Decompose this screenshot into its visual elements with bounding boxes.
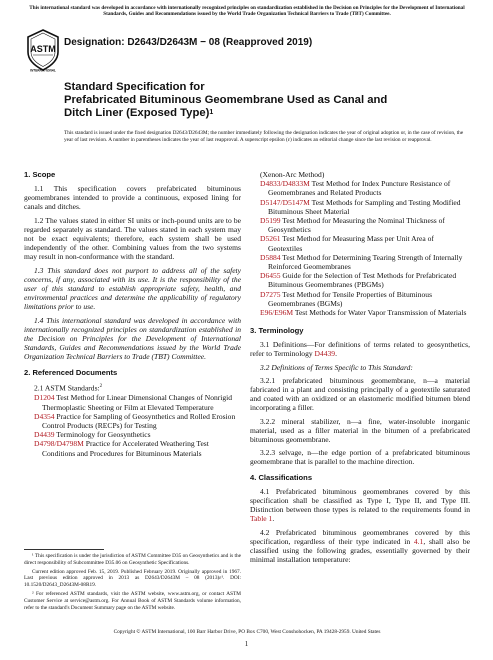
logo-subtext: INTERNATIONAL — [30, 68, 56, 72]
reference-title: Practice for Sampling of Geosynthetics and Rolled Erosion Control Products (RECPs) for Testing — [42, 411, 236, 430]
designation: Designation: D2643/D2643M − 08 (Reapproved 2019) — [64, 37, 313, 48]
paragraph-3-1-end: . — [335, 349, 337, 359]
reference-item — [250, 216, 470, 234]
paragraph-3-1 — [250, 340, 470, 358]
paragraph-1-2: 1.2 The values stated in either SI units or inch-pound units are to be regarded separately as standard. The values stated in each system may not be exact equivalents; therefore, each system shall be used independently of the other. Combining values from the two systems may result in non-conformance with the standard. — [24, 215, 241, 262]
terminology-link[interactable]: D4439 — [314, 349, 336, 359]
footnote-1: ¹ This specification is under the jurisdiction of ASTM Committee D35 on Geosynthetics and is the direct responsibility of Subcommittee D35.06 on Geosynthetic Specifications. — [24, 553, 241, 566]
paragraph-1-3: 1.3 This standard does not purport to address all of the safety concerns, if any, associated with its use. It is the responsibility of the user of this standard to establish appropriate safety, health, and environmental practices and determine the applicability of regulatory limitations prior to use. — [24, 265, 241, 312]
left-column — [24, 170, 241, 458]
reference-item — [250, 271, 470, 289]
section-heading-terminology: 3. Terminology — [250, 326, 304, 336]
astm-standards-label — [24, 382, 241, 393]
title-line-2 — [64, 94, 404, 120]
reference-link[interactable]: D5261 — [260, 234, 281, 244]
reference-title: Test Method for Linear Dimensional Changes of Nonrigid Thermoplastic Sheeting or Film at Elevated Temperature — [42, 393, 233, 412]
reference-item — [250, 179, 470, 197]
reference-item — [250, 290, 470, 308]
reference-title: Test Method for Measuring the Nominal Thickness of Geosynthetics — [268, 216, 445, 235]
paragraph-3-2: 3.2 Definitions of Terms Specific to This Standard: — [260, 362, 413, 372]
reference-link[interactable]: D5147/D5147M — [260, 197, 310, 207]
reference-item — [24, 393, 241, 411]
paragraph-4-1 — [250, 487, 470, 524]
reference-title: Test Methods for Sampling and Testing Modified Bituminous Sheet Material — [268, 197, 461, 216]
paragraph-3-1-text: 3.1 Definitions—For definitions of terms related to geosynthetics, refer to Terminology — [250, 340, 470, 359]
reference-title: Test Method for Tensile Properties of Bituminous Geomembranes (BGMs) — [268, 289, 433, 308]
reference-title: Guide for the Selection of Test Methods for Prefabricated Bituminous Geomembranes (PBGMs) — [268, 271, 457, 290]
title-main-text: Prefabricated Bituminous Geomembrane Used as Canal and Ditch Liner (Exposed Type) — [64, 94, 388, 120]
astm-logo-icon — [24, 28, 62, 72]
paragraph-4-1-end: . — [272, 514, 275, 524]
reference-link[interactable]: D4354 — [34, 411, 55, 421]
reference-link[interactable]: D4833/D4833M — [260, 179, 310, 189]
reference-title: Terminology for Geosynthetics — [54, 430, 151, 440]
paragraph-4-2 — [250, 528, 470, 565]
reference-continuation: (Xenon-Arc Method) — [260, 170, 325, 179]
reference-title: Test Methods for Water Vapor Transmission of Materials — [293, 308, 467, 318]
reference-item — [24, 412, 241, 430]
table-1-link[interactable]: Table 1 — [250, 514, 273, 524]
reference-title: Test Method for Determining Tearing Strength of Internally Reinforced Geomembranes — [268, 252, 463, 272]
reference-title: Practice for Accelerated Weathering Test Conditions and Procedures for Bituminous Materials — [42, 439, 209, 458]
reference-title: Test Method for Measuring Mass per Unit Area of Geotextiles — [268, 234, 434, 253]
reference-item — [24, 439, 241, 457]
section-heading-scope: 1. Scope — [24, 170, 56, 179]
paragraph-4-2-text: 4.2 Prefabricated bituminous geomembranes covered by this specification, regardless of their type indicated in — [250, 527, 470, 546]
footnote-divider — [24, 549, 104, 550]
logo-text: ASTM — [30, 44, 56, 54]
reference-link[interactable]: D4439 — [34, 430, 55, 440]
standard-title — [64, 81, 404, 121]
paragraph-3-2-2: 3.2.2 mineral stabilizer, n—a fine, water-insoluble inorganic material, used as a filler material in the bitumen of a prefabricated bituminous geomembrane. — [250, 416, 470, 445]
reference-link[interactable]: D7275 — [260, 289, 281, 299]
reference-link[interactable]: D1204 — [34, 393, 55, 403]
section-heading-classifications: 4. Classifications — [250, 472, 313, 482]
left-reference-list — [24, 393, 241, 457]
reference-item — [24, 430, 241, 439]
paragraph-3-2-3: 3.2.3 selvage, n—the edge portion of a prefabricated bituminous geomembrane that is parallel to the machine direction. — [250, 448, 470, 467]
reference-item — [250, 234, 470, 252]
title-line-1: Standard Specification for — [64, 81, 205, 93]
reference-item — [250, 253, 470, 271]
copyright-line: Copyright © ASTM International, 100 Barr Harbor Drive, PO Box C700, West Conshohocken, PA 19428-2959. United States — [113, 629, 381, 635]
reference-link[interactable]: E96/E96M — [260, 308, 294, 318]
issue-note: This standard is issued under the fixed designation D2643/D2643M; the number immediately following the designation indicates the year of original adoption or, in the case of revision, the year of last revision. A number in parentheses indicates the year of last reapproval. A superscript epsilon (ε) indicates an editorial change since the last revision or reapproval. — [64, 130, 464, 143]
reference-item — [250, 198, 470, 216]
international-standard-notice: This international standard was developed in accordance with internationally recognized principles on standardization established in the Decision on Principles for the Development of International Standards, Guides and Recommendations issued by the World Trade Organization Technical Barriers to Trade (TBT) Committee. — [29, 5, 465, 18]
paragraph-4-1-text: 4.1 Prefabricated bituminous geomembranes covered by this specification shall be classified as Type I, Type II, and Type III. Distinction between those types is related to the requirements found in — [250, 486, 470, 515]
page-number: 1 — [244, 640, 249, 648]
paragraph-3-2-1: 3.2.1 prefabricated bituminous geomembrane, n—a material fabricated in a plant and consisting principally of a geotextile saturated and coated with an oxidized or an elastomeric modified bitumen blend incorporating a filler. — [250, 375, 470, 413]
title-footnote-mark: 1 — [209, 109, 214, 117]
reference-link[interactable]: D5884 — [260, 252, 281, 262]
footnote-2: ² For referenced ASTM standards, visit the ASTM website, www.astm.org, or contact ASTM Customer Service at service@astm.org. For Annual Book of ASTM Standards volume information, refer to the standard's Document Summary page on the ASTM website. — [24, 590, 241, 611]
reference-item — [250, 308, 470, 317]
reference-title: Test Method for Index Puncture Resistance of Geomembranes and Related Products — [268, 179, 451, 198]
paragraph-4-2-end: , shall also be classified using the following grades, essentially governed by their minimal installation temperature: — [250, 536, 470, 565]
astm-standards-text: 2.1 ASTM Standards: — [34, 383, 100, 393]
reference-link[interactable]: D6455 — [260, 271, 281, 281]
section-heading-referenced-documents: 2. Referenced Documents — [24, 367, 118, 377]
right-reference-list — [250, 179, 470, 317]
paragraph-1-1: 1.1 This specification covers prefabricated bituminous geomembranes intended to provide a continuous, exposed lining for canals and ditches. — [24, 184, 241, 212]
astm-standards-sup: 2 — [99, 383, 103, 389]
reference-link[interactable]: D4798/D4798M — [34, 439, 84, 449]
section-4-1-link[interactable]: 4.1 — [413, 536, 424, 546]
right-column — [250, 170, 470, 568]
footnotes — [24, 549, 241, 613]
paragraph-1-4: 1.4 This international standard was developed in accordance with internationally recognized principles on standardization established in the Decision on Principles for the Development of International Standards, Guides and Recommendations issued by the World Trade Organization Technical Barriers to Trade (TBT) Committee. — [24, 315, 241, 362]
footnote-1-edition: Current edition approved Feb. 15, 2019. Published February 2019. Originally approved in 1967. Last previous edition approved in 2013 as D2643/D2643M – 08 (2013)ε¹. DOI: 10.1520/D2643_D2643M-08R19. — [24, 568, 241, 589]
reference-link[interactable]: D5199 — [260, 216, 281, 226]
